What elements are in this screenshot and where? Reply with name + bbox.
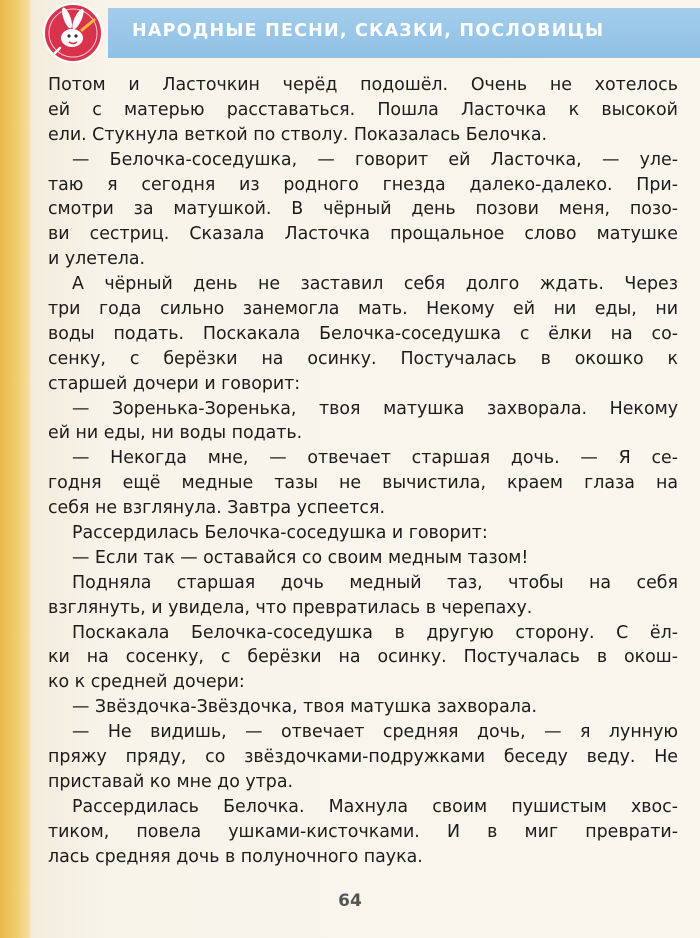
page-edge-strip [0,0,30,938]
text-line: лась средняя дочь в полуночного паука. [48,846,423,867]
text-line: — Зоренька-Зоренька, твоя матушка захворала. Некому [72,398,678,419]
text-line: Потом и Ласточкин черёд подошёл. Очень не хотелось [48,75,678,95]
text-line: — Не видишь, — отвечает средняя дочь, — я лунную [72,722,678,743]
text-line: пряжу пряду, со звёздочками-подружками беседу веду. Не [48,747,678,768]
text-line: ей с матерью расставаться. Пошла Ласточка к высокой [48,99,678,120]
text-line: взглянуть, и увидела, что превратилась в черепаху. [48,597,533,618]
text-line: ели. Стукнула веткой по стволу. Показалась Белочка. [48,124,548,145]
text-line: годня ещё медные тазы не вычистила, краем глаза на [48,473,678,494]
text-line: ки на сосенку, с берёзки на осинку. Постучалась в окош- [48,647,678,668]
text-line: ви сестриц. Сказала Ласточка прощальное слово матушке [48,224,678,245]
page-number: 64 [338,891,362,911]
text-line: воды подать. Поскакала Белочка-соседушка с ёлки на со- [48,323,678,344]
story-text [48,73,678,870]
text-line: Поскакала Белочка-соседушка в другую сторону. С ёл- [72,622,678,643]
text-line: А чёрный день не заставил себя долго ждать. Через [72,274,678,295]
text-line: таю я сегодня из родного гнезда далеко-далеко. При- [48,174,678,195]
chapter-header-title: НАРОДНЫЕ ПЕСНИ, СКАЗКИ, ПОСЛОВИЦЫ [132,21,605,41]
text-line: ей ни еды, ни воды подать. [48,423,303,444]
text-line: старшей дочери и говорит: [48,373,301,394]
text-line: Рассердилась Белочка. Махнула своим пушистым хвос- [72,796,678,817]
text-line: Подняла старшая дочь медный таз, чтобы на себя [72,572,678,593]
text-line: три года сильно занемогла мать. Некому ей ни еды, ни [48,299,678,320]
text-line: — Звёздочка-Звёздочка, твоя матушка захворала. [72,697,538,718]
text-line: смотри за матушкой. В чёрный день позови меня, позо- [48,199,678,220]
text-line: и улетела. [48,249,146,270]
text-line: — Если так — оставайся со своим медным тазом! [72,547,529,568]
text-line: тиком, повела ушками-кисточками. И в миг преврати- [48,821,678,842]
text-line: — Белочка-соседушка, — говорит ей Ласточка, — уле- [72,149,678,170]
text-line: себя не взглянула. Завтра успеется. [48,498,385,519]
text-line: Рассердилась Белочка-соседушка и говорит: [72,523,488,544]
text-line: — Некогда мне, — отвечает старшая дочь. — Я се- [72,448,678,469]
text-line: сенку, с берёзки на осинку. Постучалась в окошко к [48,348,678,369]
text-line: приставай ко мне до утра. [48,771,294,792]
hare-emblem-icon [42,2,104,64]
text-line: ко к средней дочери: [48,672,245,693]
